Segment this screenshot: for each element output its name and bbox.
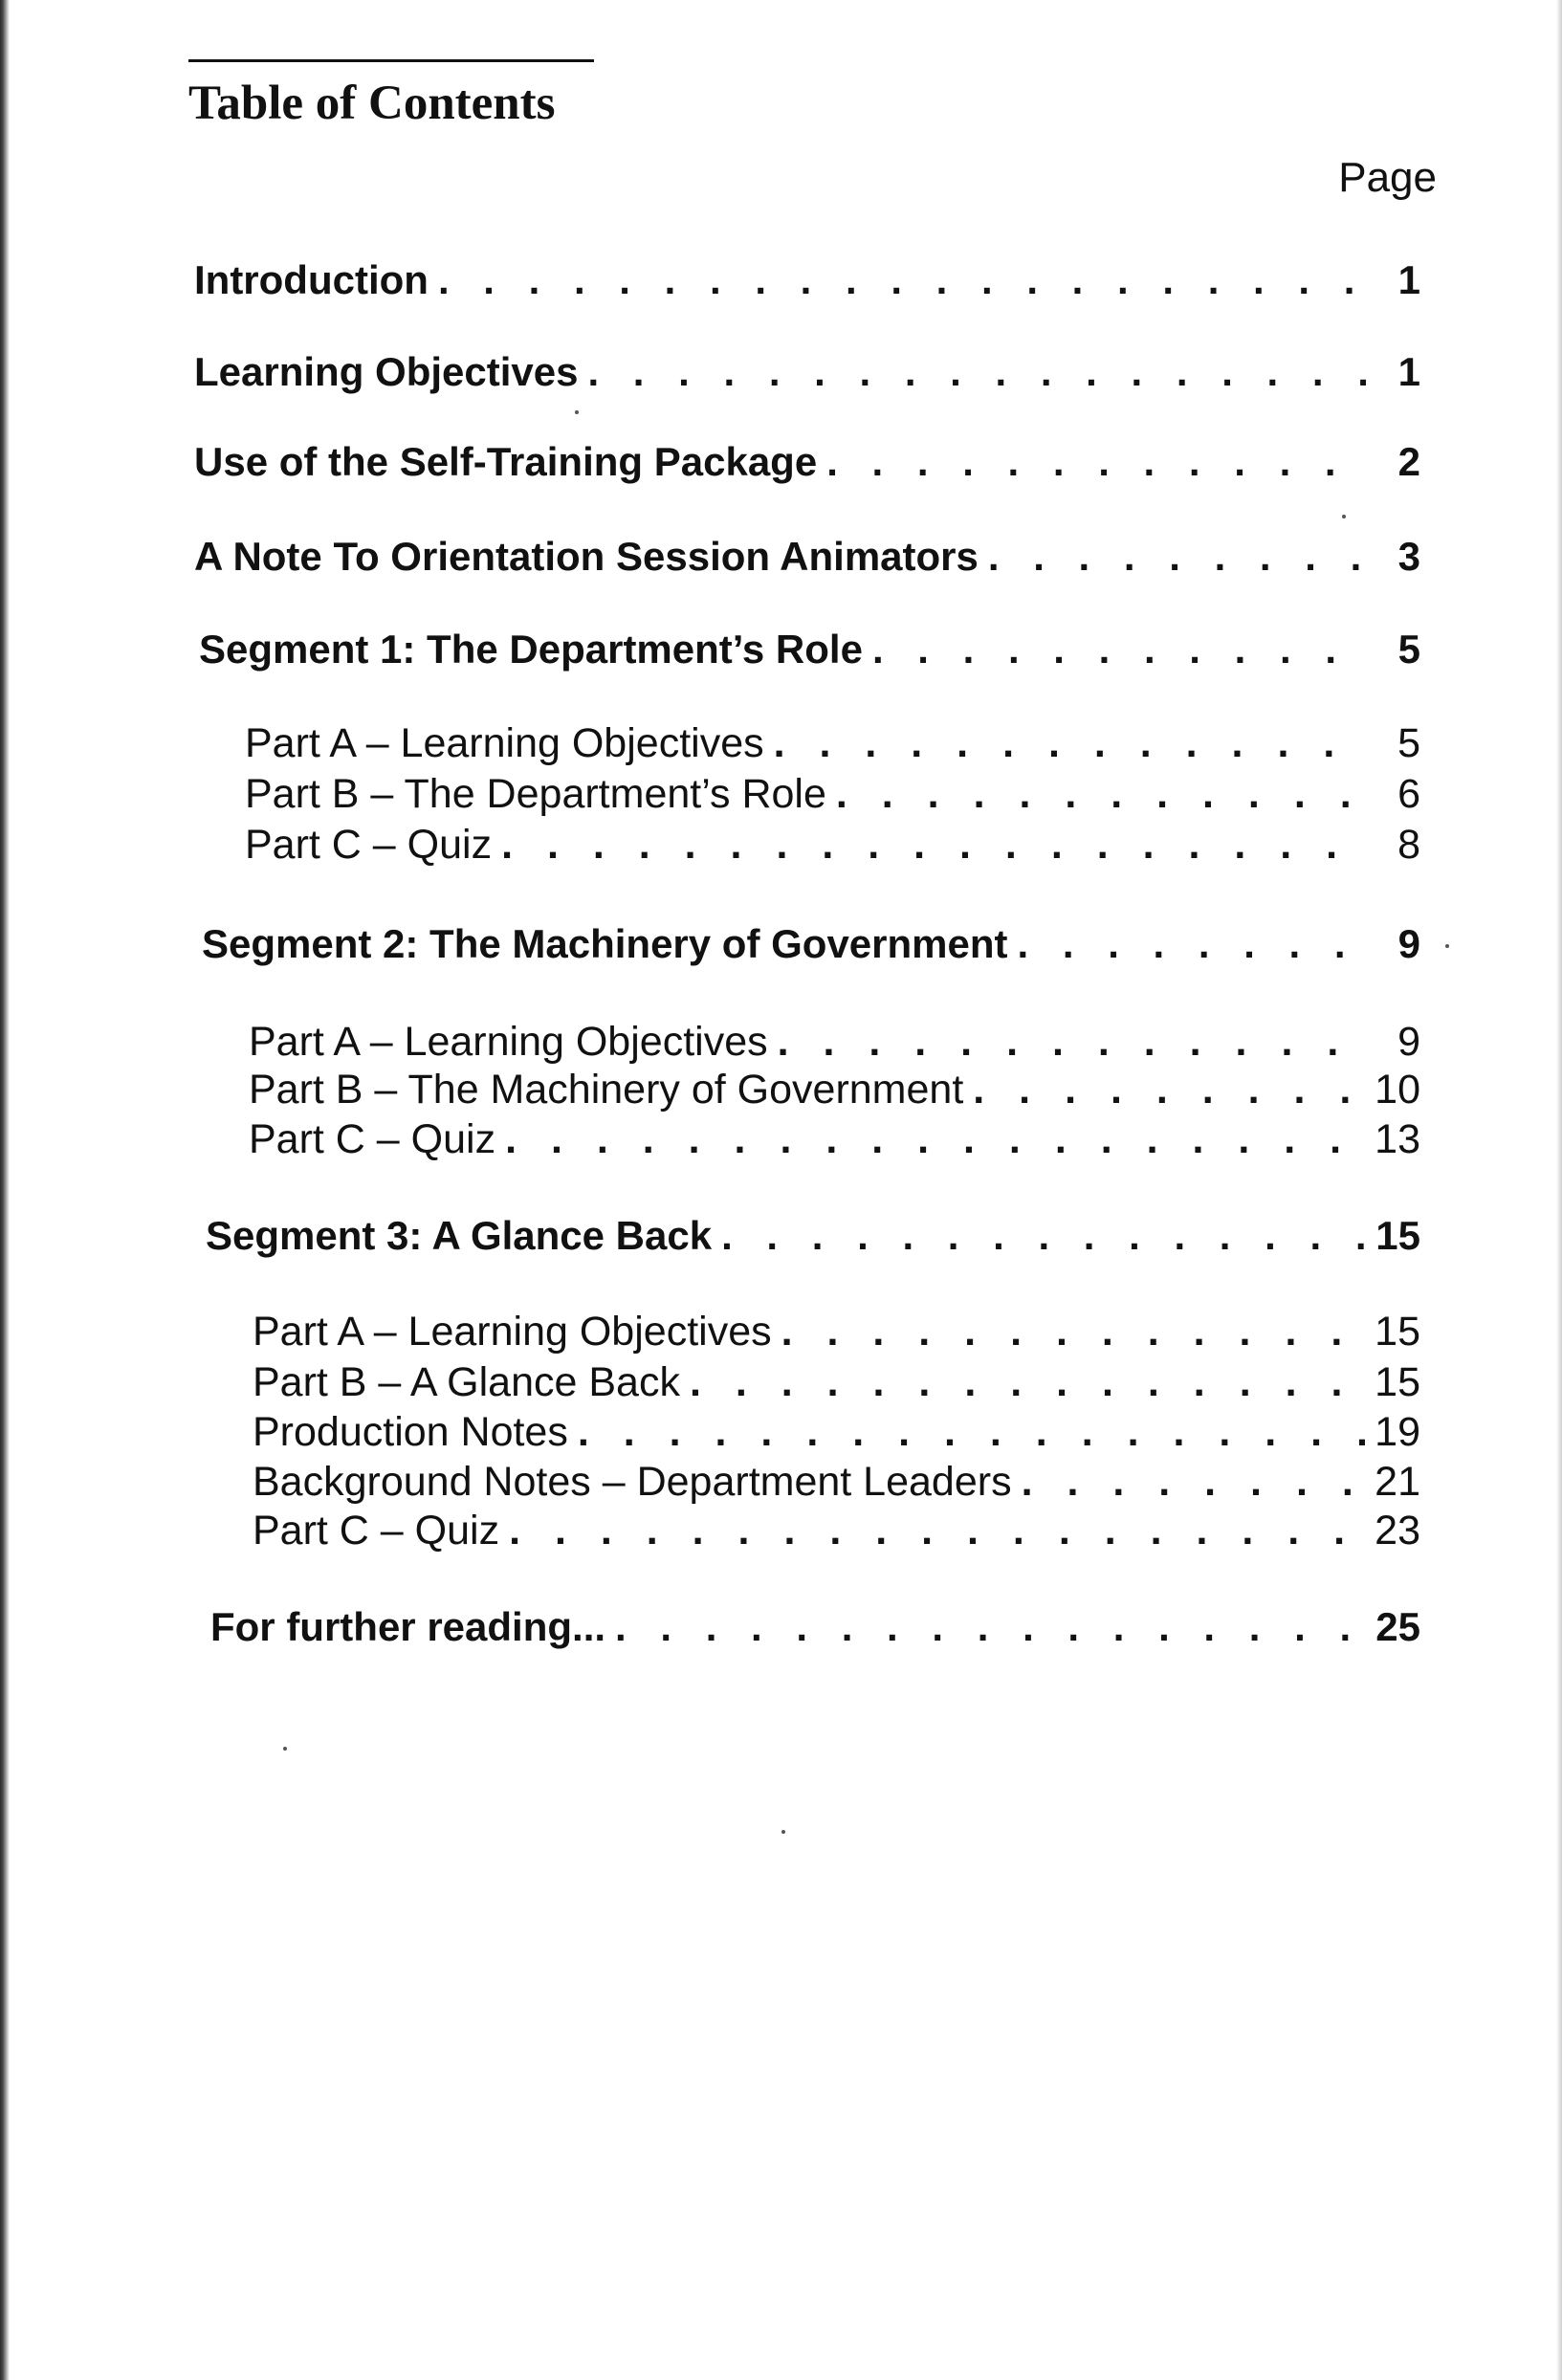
toc-entry-page-number: 1 [1397,349,1420,394]
toc-entry-page-number: 21 [1375,1459,1420,1505]
toc-entry [245,770,1420,820]
toc-entry-label: Segment 3: A Glance Back [206,1213,713,1258]
scan-speck [1445,944,1449,948]
dot-leader [781,1308,1369,1357]
toc-entry-label: Part C – Quiz [253,1508,500,1554]
toc-entry-label: Use of the Self-Training Package [194,439,818,484]
dot-leader [872,626,1369,673]
dot-leader [988,533,1369,581]
toc-entry-label: Background Notes – Department Leaders [253,1459,1012,1505]
dot-leader [1018,920,1369,968]
toc-entry-page-number: 6 [1397,771,1420,817]
toc-entry [194,348,1420,396]
toc-entry [245,821,1420,870]
toc-entry-page-number: 15 [1375,1309,1420,1355]
toc-entry-label: Learning Objectives [194,349,579,394]
toc-entry-label: Part B – The Machinery of Government [249,1067,964,1113]
dot-leader [438,256,1369,304]
toc-entry [253,1408,1420,1458]
toc-entry-label: Part A – Learning Objectives [249,1019,768,1065]
toc-entry [199,626,1420,673]
page-column-header: Page [1338,154,1437,201]
dot-leader [774,719,1369,769]
toc-entry-label: Introduction [194,257,429,302]
toc-entry-page-number: 8 [1397,822,1420,868]
toc-entry-label: For further reading... [210,1604,606,1649]
scan-speck [283,1747,287,1751]
scan-speck [575,410,579,414]
scan-speck [781,1830,785,1834]
dot-leader [615,1603,1369,1651]
toc-entry-label: Part B – A Glance Back [253,1359,680,1405]
toc-entry-page-number: 3 [1397,534,1420,579]
toc-entry-label: Part B – The Department’s Role [245,771,826,817]
toc-entry [249,1115,1420,1165]
toc-entry-page-number: 23 [1375,1508,1420,1554]
toc-entry-label: Segment 1: The Department’s Role [199,627,863,672]
toc-entry-label: Part A – Learning Objectives [245,720,764,766]
toc-entry [194,256,1420,304]
toc-entry-page-number: 9 [1397,921,1420,966]
toc-entry-label: Part A – Learning Objectives [253,1309,772,1355]
toc-entry-label: Part C – Quiz [245,822,493,868]
dot-leader [973,1066,1369,1115]
toc-entry [206,1212,1420,1260]
toc-entry [249,1018,1420,1068]
toc-entry [253,1507,1420,1556]
page-right-edge [1556,0,1562,2380]
toc-entry-page-number: 10 [1375,1067,1420,1113]
toc-entry [194,533,1420,581]
dot-leader [721,1212,1369,1260]
dot-leader [690,1358,1369,1408]
toc-entry-label: Segment 2: The Machinery of Government [202,921,1008,966]
dot-leader [836,770,1369,820]
toc-entry [194,438,1420,486]
toc-entry-page-number: 2 [1397,439,1420,484]
dot-leader [826,438,1369,486]
title-rule [188,59,594,62]
toc-entry [249,1066,1420,1115]
toc-entry-page-number: 13 [1375,1116,1420,1162]
dot-leader [587,348,1369,396]
dot-leader [778,1018,1369,1068]
dot-leader [509,1507,1369,1556]
page-title: Table of Contents [188,77,556,130]
toc-entry-page-number: 19 [1375,1409,1420,1455]
toc-entry [202,920,1420,968]
toc-entry [245,719,1420,769]
toc-entry-label: A Note To Orientation Session Animators [194,534,979,579]
toc-entry-label: Part C – Quiz [249,1116,496,1162]
scan-speck [1342,515,1346,518]
page-binding-edge [0,0,10,2380]
dot-leader [1022,1458,1369,1508]
toc-entry-page-number: 15 [1375,1359,1420,1405]
toc-entry-page-number: 1 [1397,257,1420,302]
dot-leader [578,1408,1369,1458]
toc-entry-page-number: 5 [1397,627,1420,672]
toc-entry-label: Production Notes [253,1409,568,1455]
toc-entry [253,1458,1420,1508]
toc-entry [253,1308,1420,1357]
toc-entry-page-number: 9 [1397,1019,1420,1065]
toc-entry [253,1358,1420,1408]
toc-entry-page-number: 15 [1375,1213,1420,1258]
toc-entry [210,1603,1420,1651]
toc-entry-page-number: 5 [1397,720,1420,766]
dot-leader [501,821,1369,870]
toc-entry-page-number: 25 [1375,1604,1420,1649]
dot-leader [505,1115,1369,1165]
